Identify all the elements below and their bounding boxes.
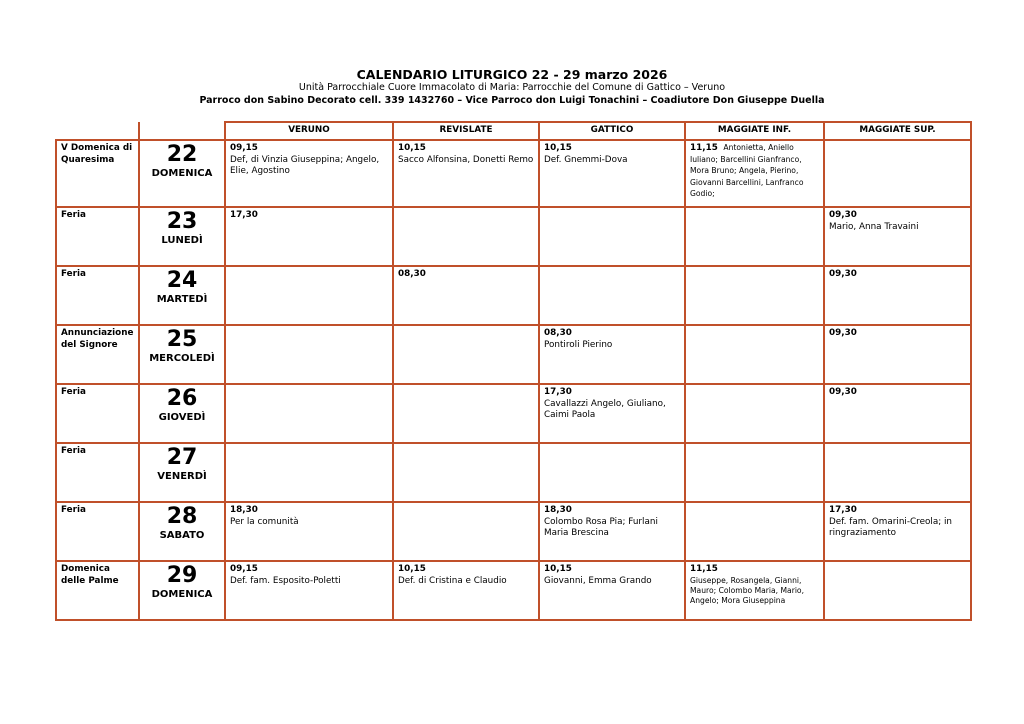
mass-cell-maggiate-sup <box>824 207 971 266</box>
date-cell <box>139 384 225 443</box>
mass-time: 17,30 <box>230 210 258 220</box>
mass-cell-veruno <box>225 140 393 207</box>
day-number: 22 <box>166 142 198 167</box>
mass-time: 11,15 <box>690 564 718 574</box>
day-row <box>56 325 971 384</box>
mass-intention: Colombo Rosa Pia; Furlani Maria Brescina <box>544 516 658 538</box>
mass-cell-revislate <box>393 325 539 384</box>
mass-cell-maggiate-sup <box>824 140 971 207</box>
mass-time: 09,30 <box>829 328 857 338</box>
mass-intention: Sacco Alfonsina, Donetti Remo <box>398 154 534 165</box>
day-name: VENERDÌ <box>157 471 207 482</box>
mass-cell-maggiate-sup <box>824 502 971 561</box>
date-cell <box>139 325 225 384</box>
mass-cell-maggiate-inf <box>685 207 824 266</box>
blank-header-cell <box>139 122 225 140</box>
mass-cell-gattico <box>539 384 685 443</box>
mass-cell-revislate <box>393 443 539 502</box>
mass-intention: Per la comunità <box>230 516 299 527</box>
mass-time: 08,30 <box>398 269 426 279</box>
day-row <box>56 140 971 207</box>
column-header-maggiate-sup: MAGGIATE SUP. <box>824 122 971 140</box>
mass-cell-veruno <box>225 384 393 443</box>
day-number: 23 <box>166 209 198 234</box>
mass-intention: Def. fam. Esposito-Poletti <box>230 575 341 586</box>
mass-intention: Antonietta, Aniello Iuliano; Barcellini Gianfranco, Mora Bruno; Angela, Pierino, Giovanni Barcellini, Lanfranco Godio; <box>690 143 804 198</box>
mass-cell-gattico <box>539 561 685 620</box>
mass-cell-maggiate-inf <box>685 140 824 207</box>
mass-intention: Cavallazzi Angelo, Giuliano, Caimi Paola <box>544 398 666 420</box>
day-name: SABATO <box>159 530 205 541</box>
header-row <box>56 122 971 140</box>
day-row <box>56 207 971 266</box>
feast-label: Annunciazione del Signore <box>56 325 139 384</box>
mass-intention: Giuseppe, Rosangela, Gianni, Mauro; Colombo Maria, Mario, Angelo; Mora Giuseppina <box>690 575 804 605</box>
mass-cell-maggiate-inf <box>685 384 824 443</box>
day-row <box>56 443 971 502</box>
feast-label: V Domenica di Quaresima <box>56 140 139 207</box>
column-header-revislate: REVISLATE <box>393 122 539 140</box>
day-number: 27 <box>166 445 198 470</box>
liturgical-calendar-table <box>55 121 972 621</box>
day-row <box>56 561 971 620</box>
mass-intention: Def. fam. Omarini-Creola; in ringraziamento <box>829 516 952 538</box>
mass-time: 09,30 <box>829 210 857 220</box>
column-header-maggiate-inf: MAGGIATE INF. <box>685 122 824 140</box>
mass-cell-veruno <box>225 443 393 502</box>
mass-cell-revislate <box>393 384 539 443</box>
mass-time: 09,15 <box>230 564 258 574</box>
mass-cell-gattico <box>539 140 685 207</box>
mass-cell-veruno <box>225 325 393 384</box>
mass-cell-veruno <box>225 502 393 561</box>
date-cell <box>139 140 225 207</box>
mass-intention: Def. Gnemmi-Dova <box>544 154 628 165</box>
mass-cell-maggiate-sup <box>824 384 971 443</box>
day-name: MERCOLEDÌ <box>149 353 215 364</box>
day-row <box>56 266 971 325</box>
document-header <box>0 68 1024 107</box>
mass-cell-maggiate-inf <box>685 266 824 325</box>
mass-time: 18,30 <box>230 505 258 515</box>
mass-cell-maggiate-inf <box>685 325 824 384</box>
day-name: MARTEDÌ <box>156 294 208 305</box>
mass-time: 17,30 <box>544 387 572 397</box>
mass-time: 10,15 <box>398 143 426 153</box>
mass-cell-revislate <box>393 502 539 561</box>
day-row <box>56 384 971 443</box>
mass-intention: Pontiroli Pierino <box>544 339 613 350</box>
mass-time: 10,15 <box>398 564 426 574</box>
blank-header-cell <box>56 122 139 140</box>
date-cell <box>139 266 225 325</box>
mass-cell-veruno <box>225 266 393 325</box>
mass-cell-maggiate-sup <box>824 443 971 502</box>
date-cell <box>139 443 225 502</box>
feast-label: Feria <box>56 207 139 266</box>
mass-intention: Mario, Anna Travaini <box>829 221 919 232</box>
mass-cell-veruno <box>225 207 393 266</box>
mass-cell-gattico <box>539 207 685 266</box>
day-number: 28 <box>166 504 198 529</box>
mass-cell-maggiate-inf <box>685 561 824 620</box>
day-name: DOMENICA <box>151 168 213 179</box>
column-header-veruno: VERUNO <box>225 122 393 140</box>
mass-time: 10,15 <box>544 564 572 574</box>
mass-intention: Def. di Cristina e Claudio <box>398 575 507 586</box>
day-number: 26 <box>166 386 198 411</box>
day-row <box>56 502 971 561</box>
day-name: GIOVEDÌ <box>158 412 206 423</box>
day-number: 29 <box>166 563 198 588</box>
date-cell <box>139 561 225 620</box>
day-number: 25 <box>166 327 198 352</box>
mass-time: 17,30 <box>829 505 857 515</box>
mass-time: 10,15 <box>544 143 572 153</box>
date-cell <box>139 502 225 561</box>
day-name: DOMENICA <box>151 589 213 600</box>
mass-cell-revislate <box>393 266 539 325</box>
mass-time: 08,30 <box>544 328 572 338</box>
mass-time: 09,15 <box>230 143 258 153</box>
column-header-gattico: GATTICO <box>539 122 685 140</box>
day-number: 24 <box>166 268 198 293</box>
feast-label: Feria <box>56 384 139 443</box>
mass-cell-revislate <box>393 207 539 266</box>
mass-time: 09,30 <box>829 269 857 279</box>
mass-time: 18,30 <box>544 505 572 515</box>
feast-label: Domenica delle Palme <box>56 561 139 620</box>
date-cell <box>139 207 225 266</box>
mass-cell-revislate <box>393 140 539 207</box>
mass-cell-gattico <box>539 266 685 325</box>
clergy-contacts: Parroco don Sabino Decorato cell. 339 1432760 – Vice Parroco don Luigi Tonachini – Coadiutore Don Giuseppe Duella <box>199 95 825 106</box>
mass-cell-maggiate-sup <box>824 561 971 620</box>
mass-cell-gattico <box>539 325 685 384</box>
calendar-title: CALENDARIO LITURGICO 22 - 29 marzo 2026 <box>356 67 668 82</box>
mass-cell-maggiate-sup <box>824 266 971 325</box>
mass-intention: Def, di Vinzia Giuseppina; Angelo, Elie, Agostino <box>230 154 380 176</box>
mass-cell-revislate <box>393 561 539 620</box>
day-name: LUNEDÌ <box>161 235 203 246</box>
mass-cell-gattico <box>539 443 685 502</box>
feast-label: Feria <box>56 502 139 561</box>
mass-cell-veruno <box>225 561 393 620</box>
parish-unit-subtitle: Unità Parrocchiale Cuore Immacolato di Maria: Parrocchie del Comune di Gattico – Veruno <box>298 82 726 93</box>
mass-time: 09,30 <box>829 387 857 397</box>
feast-label: Feria <box>56 443 139 502</box>
mass-cell-maggiate-sup <box>824 325 971 384</box>
mass-cell-maggiate-inf <box>685 443 824 502</box>
mass-cell-maggiate-inf <box>685 502 824 561</box>
mass-time: 11,15 <box>690 143 718 153</box>
mass-intention: Giovanni, Emma Grando <box>544 575 652 586</box>
mass-cell-gattico <box>539 502 685 561</box>
feast-label: Feria <box>56 266 139 325</box>
